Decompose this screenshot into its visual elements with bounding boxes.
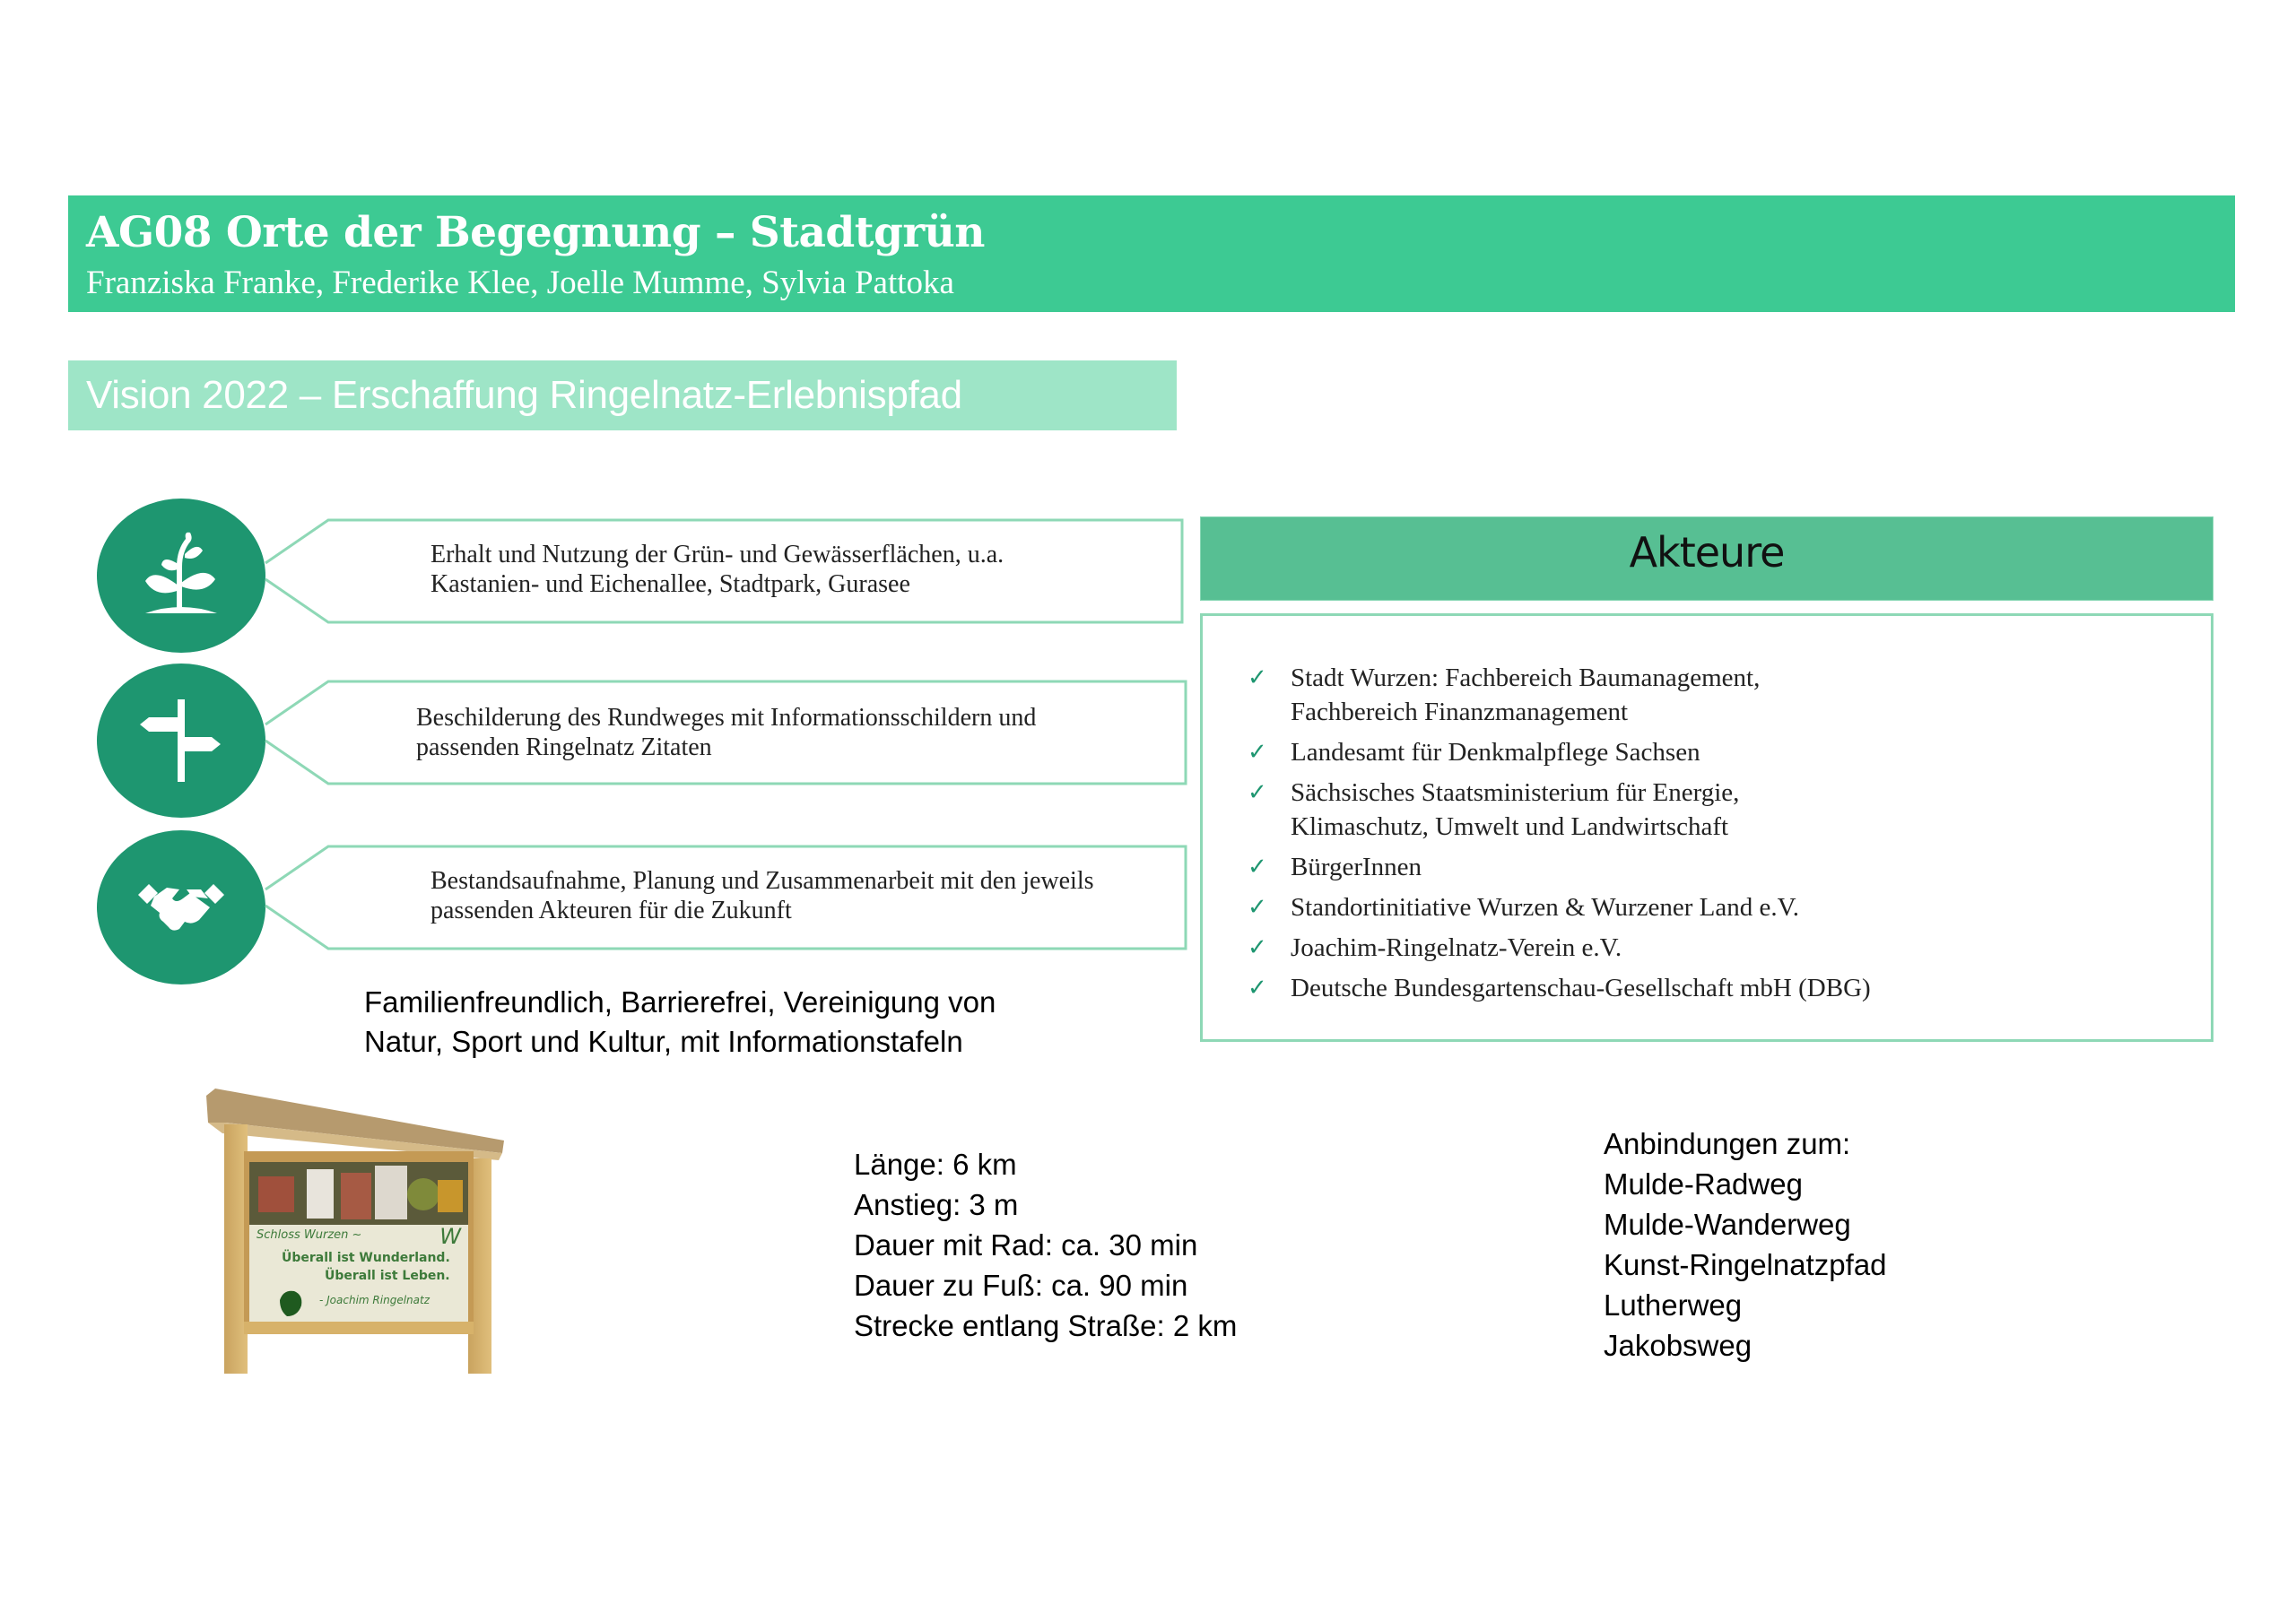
connection-item: Mulde-Wanderweg: [1604, 1208, 1851, 1241]
route-stats: [854, 1144, 1237, 1346]
check-icon: ✓: [1248, 664, 1267, 690]
akteur-item: ✓ Sächsisches Staatsministerium für Energie, Klimaschutz, Umwelt und Landwirtschaft: [1248, 776, 1871, 844]
vision-banner: [68, 360, 1177, 430]
stat-duration-foot: Dauer zu Fuß: ca. 90 min: [854, 1269, 1188, 1302]
goal-3-line-2: passenden Akteuren für die Zukunft: [430, 897, 792, 924]
connection-item: Jakobsweg: [1604, 1329, 1752, 1362]
akteur-item: ✓ Standortinitiative Wurzen & Wurzener Land e.V.: [1248, 890, 1871, 924]
info-board-image: [199, 1087, 504, 1374]
akteure-title: Akteure: [1629, 528, 1785, 577]
check-icon: ✓: [1248, 739, 1267, 765]
sign-author: - Joachim Ringelnatz: [319, 1294, 430, 1306]
goal-3-line-1: Bestandsaufnahme, Planung und Zusammenarbeit mit den jeweils: [430, 867, 1094, 895]
features-text: [364, 983, 996, 1062]
header-banner: [68, 195, 2235, 312]
stat-ascent: Anstieg: 3 m: [854, 1188, 1019, 1221]
akteur-item: ✓ Joachim-Ringelnatz-Verein e.V.: [1248, 931, 1871, 965]
portrait-silhouette-icon: [276, 1288, 307, 1318]
stat-length: Länge: 6 km: [854, 1148, 1017, 1181]
check-icon: ✓: [1248, 894, 1267, 920]
quote-panel: [249, 1225, 468, 1322]
akteur-item: ✓ Landesamt für Denkmalpflege Sachsen: [1248, 735, 1871, 769]
sign-place: Schloss Wurzen ~: [257, 1228, 362, 1242]
plant-icon: [136, 531, 226, 620]
akteur-item: ✓ BürgerInnen: [1248, 850, 1871, 884]
signpost-icon: [136, 696, 226, 785]
stat-duration-bike: Dauer mit Rad: ca. 30 min: [854, 1228, 1198, 1262]
goal-2-line-2: passenden Ringelnatz Zitaten: [416, 733, 712, 761]
goal-1-line-2: Kastanien- und Eichenallee, Stadtpark, Gurasee: [430, 570, 910, 598]
connection-item: Mulde-Radweg: [1604, 1167, 1803, 1201]
goal-circle-3: [97, 830, 265, 984]
check-icon: ✓: [1248, 779, 1267, 805]
connection-item: Kunst-Ringelnatzpfad: [1604, 1248, 1887, 1281]
sign-quote-2: Überall ist Leben.: [325, 1269, 450, 1283]
page-title: AG08 Orte der Begegnung – Stadtgrün: [86, 208, 985, 257]
handshake-icon: [136, 863, 226, 952]
check-icon: ✓: [1248, 975, 1267, 1001]
stat-road-distance: Strecke entlang Straße: 2 km: [854, 1309, 1238, 1342]
akteure-header: [1200, 516, 2213, 601]
features-line-1: Familienfreundlich, Barrierefrei, Vereinigung von: [364, 985, 996, 1019]
vision-title: Vision 2022 – Erschaffung Ringelnatz-Erlebnispfad: [86, 373, 962, 417]
sign-monogram: W: [439, 1224, 461, 1249]
sign-quote-1: Überall ist Wunderland.: [282, 1251, 450, 1265]
goal-circle-1: [97, 499, 265, 653]
goal-2-line-1: Beschilderung des Rundweges mit Informationsschildern und: [416, 704, 1037, 732]
connections: [1604, 1123, 1887, 1366]
features-line-2: Natur, Sport und Kultur, mit Informationstafeln: [364, 1025, 963, 1058]
goal-1-line-1: Erhalt und Nutzung der Grün- und Gewässerflächen, u.a.: [430, 541, 1004, 568]
goal-circle-2: [97, 664, 265, 818]
akteure-list: [1248, 661, 1871, 1011]
akteur-item: ✓ Deutsche Bundesgartenschau-Gesellschaft mbH (DBG): [1248, 971, 1871, 1005]
akteur-item: ✓ Stadt Wurzen: Fachbereich Baumanagement, Fachbereich Finanzmanagement: [1248, 661, 1871, 729]
check-icon: ✓: [1248, 854, 1267, 880]
authors: Franziska Franke, Frederike Klee, Joelle Mumme, Sylvia Pattoka: [86, 265, 954, 301]
akteure-list-box: [1200, 613, 2213, 1042]
connection-item: Lutherweg: [1604, 1288, 1743, 1322]
check-icon: ✓: [1248, 934, 1267, 960]
connections-heading: Anbindungen zum:: [1604, 1127, 1851, 1160]
